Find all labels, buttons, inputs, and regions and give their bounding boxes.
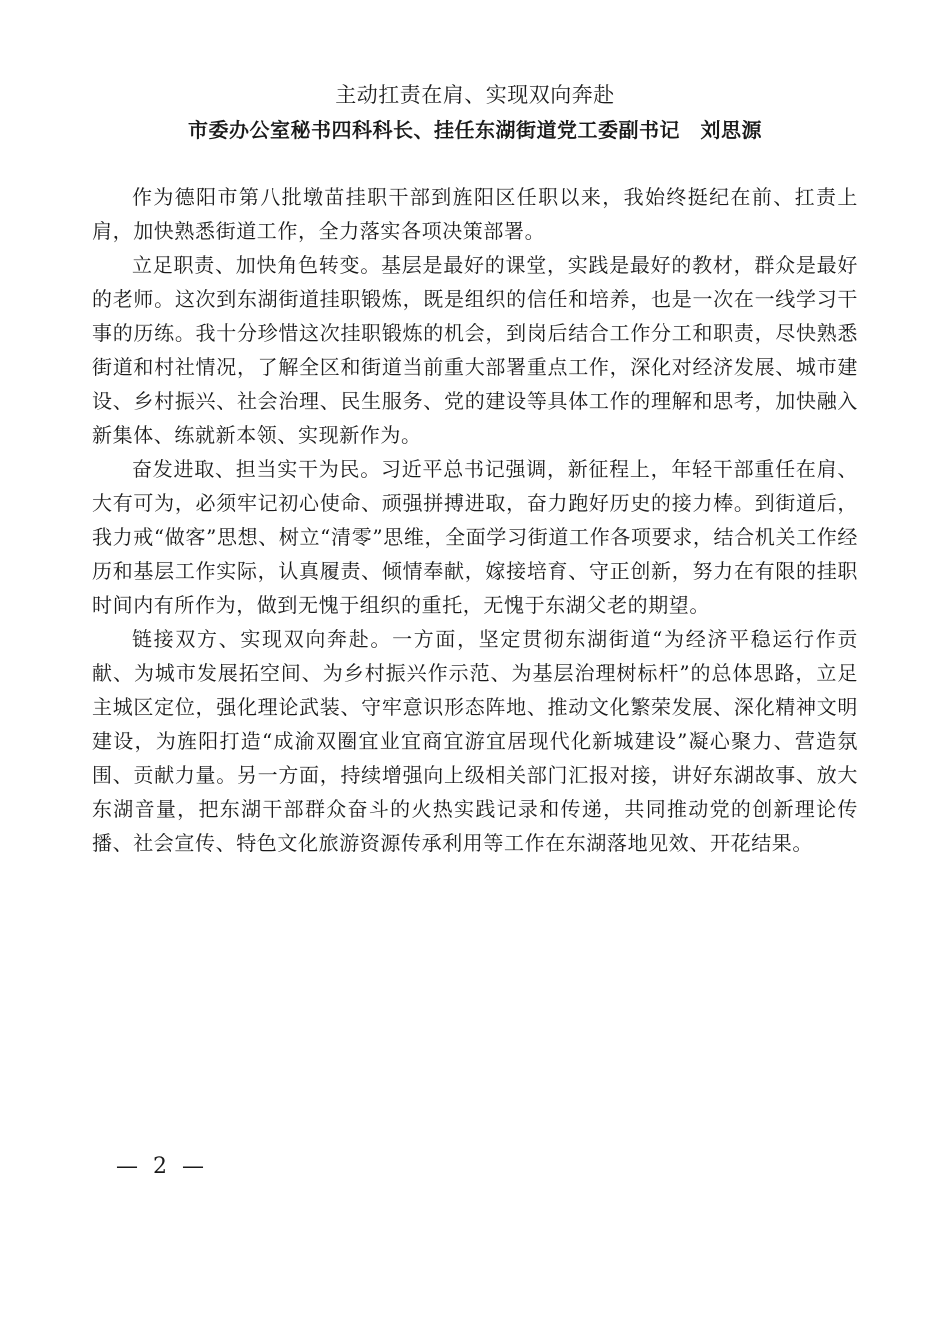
paragraph-intro: 作为德阳市第八批墩苗挂职干部到旌阳区任职以来，我始终挺纪在前、扛责上肩，加快熟悉街道工作，全力落实各项决策部署。 bbox=[92, 185, 858, 243]
paragraph-two-way: 链接双方、实现双向奔赴。一方面，坚定贯彻东湖街道“为经济平稳运行作贡献、为城市发展拓空间、为乡村振兴作示范、为基层治理树标杆”的总体思路，立足主城区定位，强化理论武装、守牢意识形态阵地、推动文化繁荣发展、深化精神文明建设，为旌阳打造“成渝双圈宜业宜商宜游宜居现代化新城建设”凝心聚力、营造氛围、贡献力量。另一方面，持续增强向上级相关部门汇报对接，讲好东湖故事、放大东湖音量，把东湖干部群众奋斗的火热实践记录和传递，共同推动党的创新理论传播、社会宣传、特色文化旅游资源传承利用等工作在东湖落地见效、开花结果。 bbox=[92, 627, 858, 855]
document-title: 主动扛责在肩、实现双向奔赴 bbox=[335, 83, 615, 107]
page-number: — 2 — bbox=[116, 1154, 208, 1179]
author-byline: 市委办公室秘书四科科长、挂任东湖街道党工委副书记 刘思源 bbox=[188, 118, 762, 142]
document-body bbox=[92, 180, 858, 860]
paragraph-striving: 奋发进取、担当实干为民。习近平总书记强调，新征程上，年轻干部重任在肩、大有可为，必须牢记初心使命、顽强拼搏进取，奋力跑好历史的接力棒。到街道后，我力戒“做客”思想、树立“清零”思维，全面学习街道工作各项要求，结合机关工作经历和基层工作实际，认真履责、倾情奉献，嫁接培育、守正创新，努力在有限的挂职时间内有所作为，做到无愧于组织的重托，无愧于东湖父老的期望。 bbox=[92, 457, 858, 617]
paragraph-role-transition: 立足职责、加快角色转变。基层是最好的课堂，实践是最好的教材，群众是最好的老师。这次到东湖街道挂职锻炼，既是组织的信任和培养，也是一次在一线学习干事的历练。我十分珍惜这次挂职锻炼的机会，到岗后结合工作分工和职责，尽快熟悉街道和村社情况，了解全区和街道当前重大部署重点工作，深化对经济发展、城市建设、乡村振兴、社会治理、民生服务、党的建设等具体工作的理解和思考，加快融入新集体、练就新本领、实现新作为。 bbox=[92, 253, 858, 447]
